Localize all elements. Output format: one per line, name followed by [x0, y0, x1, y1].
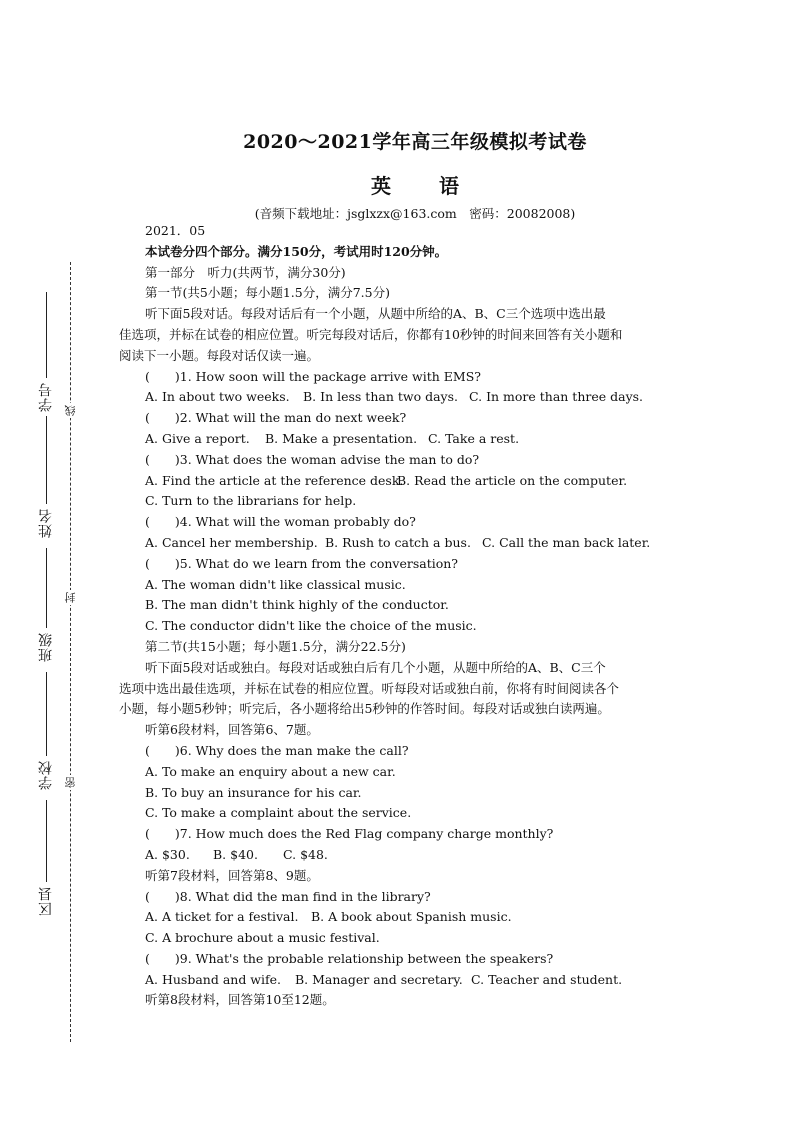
subject-title [145, 170, 685, 199]
question-3-options [145, 471, 685, 492]
option-b[interactable]: B. Make a presentation. [265, 430, 418, 446]
exam-title: 2020～2021学年高三年级模拟考试卷 [243, 131, 587, 153]
option-b[interactable]: B. $40. [213, 846, 258, 862]
seal-char-line: 线 [64, 405, 77, 416]
audio-download-info: (音频下载地址：jsglxzx@163.com 密码：20082008) [254, 206, 576, 221]
material-8-heading: 听第8段材料，回答第10至12题。 [145, 992, 335, 1008]
question-4-options [145, 533, 685, 554]
district-label: 区县 [38, 886, 54, 916]
school-label: 学校 [38, 760, 54, 790]
section-1-instruction-line-2: 佳选项，并标在试卷的相应位置。听完每段对话后，你都有10秒钟的时间来回答有关小题和 [119, 326, 623, 342]
section-2-instruction-line-3: 小题，每小题5秒钟；听完后，各小题将给出5秒钟的作答时间。每段对话或独白读两遍。 [119, 701, 610, 717]
option-a[interactable]: A. Cancel her membership. [145, 534, 318, 550]
part-1-heading: 第一部分 听力(共两节，满分30分) [145, 264, 346, 280]
option-c[interactable]: C. In more than three days. [469, 389, 644, 405]
question-7-options [145, 845, 685, 866]
question-5-option-b[interactable]: B. The man didn't think highly of the conductor. [145, 597, 449, 613]
option-a[interactable]: A. Find the article at the reference desk. [145, 472, 404, 488]
option-c[interactable]: C. Take a rest. [428, 430, 520, 446]
question-3-option-c[interactable]: C. Turn to the librarians for help. [145, 493, 357, 509]
question-1-options [145, 387, 685, 408]
seal-char-secret: 密 [64, 777, 77, 788]
question-6-option-a[interactable]: A. To make an enquiry about a new car. [145, 763, 396, 779]
option-a[interactable]: A. Give a report. [145, 430, 250, 446]
question-6-option-b[interactable]: B. To buy an insurance for his car. [145, 784, 362, 800]
student-id-label: 学号 [38, 382, 54, 412]
option-c[interactable]: C. Call the man back later. [482, 534, 651, 550]
section-1-instruction-line-1: 听下面5段对话。每段对话后有一个小题，从题中所给的A、B、C三个选项中选出最 [145, 306, 606, 322]
material-6-heading: 听第6段材料，回答第6、7题。 [145, 722, 319, 738]
exam-body [119, 221, 685, 1011]
district-field[interactable] [46, 800, 47, 882]
exam-date: 2021．05 [145, 223, 206, 238]
option-b[interactable]: B. Manager and secretary. [295, 971, 463, 987]
option-a[interactable]: A. In about two weeks. [145, 389, 290, 405]
subject-char-2: 语 [439, 174, 459, 198]
question-1: ( )1. How soon will the package arrive with EMS? [145, 368, 481, 384]
question-9: ( )9. What's the probable relationship between the speakers? [145, 950, 554, 966]
section-1-instruction-line-3: 阅读下一小题。每段对话仅读一遍。 [119, 347, 320, 363]
section-1-heading: 第一节(共5小题；每小题1.5分，满分7.5分) [145, 285, 390, 301]
question-2-options [145, 429, 685, 450]
binding-margin [0, 0, 110, 1123]
exam-intro: 本试卷分四个部分。满分150分，考试用时120分钟。 [145, 243, 448, 259]
question-8-option-c[interactable]: C. A brochure about a music festival. [145, 930, 380, 946]
material-7-heading: 听第7段材料，回答第8、9题。 [145, 867, 319, 883]
question-8-options [145, 907, 685, 928]
question-2: ( )2. What will the man do next week? [145, 410, 407, 426]
name-field[interactable] [46, 416, 47, 504]
subject-char-1: 英 [371, 174, 391, 198]
student-id-field[interactable] [46, 292, 47, 378]
option-c[interactable]: C. $48. [283, 846, 328, 862]
cut-line [70, 262, 71, 1042]
question-9-options [145, 970, 685, 991]
question-3: ( )3. What does the woman advise the man to do? [145, 451, 480, 467]
option-b[interactable]: B. In less than two days. [303, 389, 458, 405]
question-6-option-c[interactable]: C. To make a complaint about the service. [145, 805, 412, 821]
question-7: ( )7. How much does the Red Flag company charge monthly? [145, 826, 554, 842]
option-a[interactable]: A. $30. [145, 846, 190, 862]
option-c[interactable]: C. Teacher and student. [471, 971, 623, 987]
option-a[interactable]: A. Husband and wife. [145, 971, 281, 987]
option-a[interactable]: A. A ticket for a festival. [145, 909, 299, 925]
question-4: ( )4. What will the woman probably do? [145, 514, 416, 530]
name-label: 姓名 [38, 508, 54, 538]
school-field[interactable] [46, 672, 47, 756]
class-field[interactable] [46, 548, 47, 628]
section-2-instruction-line-2: 选项中选出最佳选项，并标在试卷的相应位置。听每段对话或独白前，你将有时间阅读各个 [119, 680, 620, 696]
section-2-instruction-line-1: 听下面5段对话或独白。每段对话或独白后有几个小题，从题中所给的A、B、C三个 [145, 659, 606, 675]
question-8: ( )8. What did the man find in the library? [145, 888, 431, 904]
option-b[interactable]: B. Read the article on the computer. [397, 472, 628, 488]
question-5: ( )5. What do we learn from the conversation? [145, 555, 458, 571]
question-5-option-a[interactable]: A. The woman didn't like classical music. [145, 576, 406, 592]
section-2-heading: 第二节(共15小题；每小题1.5分，满分22.5分) [145, 638, 406, 654]
seal-char-seal: 封 [64, 592, 77, 603]
option-b[interactable]: B. A book about Spanish music. [311, 909, 512, 925]
class-label: 班级 [38, 632, 54, 662]
option-b[interactable]: B. Rush to catch a bus. [325, 534, 471, 550]
question-5-option-c[interactable]: C. The conductor didn't like the choice of the music. [145, 618, 477, 634]
question-6: ( )6. Why does the man make the call? [145, 742, 409, 758]
